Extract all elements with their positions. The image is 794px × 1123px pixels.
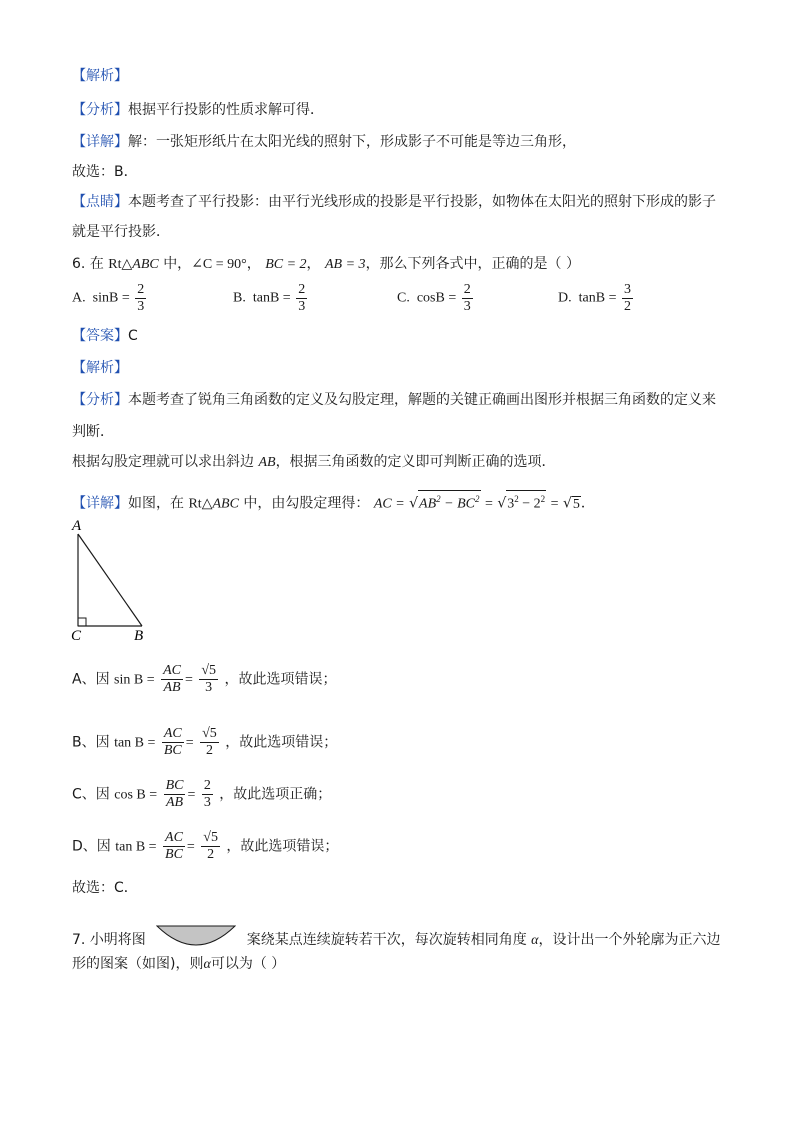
fraction: $\frac{BC}{AB}$ (165, 778, 184, 810)
q6-analysis-cont: 判断． (72, 424, 114, 440)
q5-analysis: 【分析】根据平行投影的性质求解可得． (72, 102, 324, 118)
q6-option-d: D. tanB = $\frac{3}{2}$ (558, 282, 631, 314)
fraction: $\frac{2}{3}$ (137, 282, 145, 314)
q5-comment-cont: 就是平行投影． (72, 224, 170, 240)
segment-shape-figure (156, 924, 236, 950)
fraction: $\frac{AC}{BC}$ (165, 830, 183, 862)
fraction: $\frac{√5}{3}$ (201, 663, 216, 695)
fraction: $\frac{3}{2}$ (623, 282, 631, 314)
q6-check-c: C、因 cos B = $\frac{BC}{AB}$ = $\frac{2}{3}$ ，故此选项正确； (72, 778, 332, 810)
q7-stem: 7. 小明将图 案绕某点连续旋转若干次，每次旋转相同角度 α，设计出一个外轮廓为正六边 (72, 924, 721, 951)
fraction: $\frac{2}{3}$ (203, 778, 211, 810)
q6-stem: 6. 在 Rt△ABC 中，∠C = 90°， BC = 2， AB = 3，那么下列各式中，正确的是（ ） (72, 256, 581, 272)
right-triangle-figure (66, 518, 166, 643)
q6-check-b: B、因 tan B = $\frac{AC}{BC}$ = $\frac{√5}{2}$ ，故此选项错误； (72, 726, 338, 758)
fraction: $\frac{2}{3}$ (298, 282, 306, 314)
vertex-label-c: C (71, 628, 82, 643)
fraction: $\frac{AC}{AB}$ (163, 663, 181, 695)
q6-check-d: D、因 tan B = $\frac{AC}{BC}$ = $\frac{√5}{2}$ ，故此选项错误； (72, 830, 339, 862)
q6-answer: 【答案】C (72, 328, 138, 344)
radicand: 5 (572, 496, 580, 512)
right-angle-mark (78, 618, 86, 626)
fraction: $\frac{2}{3}$ (463, 282, 471, 314)
fraction: $\frac{√5}{2}$ (202, 726, 217, 758)
q6-detail: 【详解】如图，在 Rt△ABC 中，由勾股定理得： AC = $√AB^2 - BC^2 = √3^2 - 2^2 = √5$． (72, 490, 595, 515)
q5-comment: 【点睛】本题考查了平行投影：由平行光线形成的投影是平行投影，如物体在太阳光的照射下形成的影子 (72, 194, 716, 210)
radicand: $AB^2 - BC^2$ (418, 490, 480, 513)
vertex-label-a: A (72, 518, 82, 534)
radical-sign: √ (497, 495, 507, 512)
q6-option-b: B. tanB = $\frac{2}{3}$ (233, 282, 306, 314)
radical-sign: √ (409, 495, 419, 512)
vertex-label-b: B (134, 628, 144, 643)
q6-choose: 故选：C． (72, 880, 138, 896)
section-label-analysis-2: 【解析】 (72, 360, 128, 376)
section-label-analysis: 【解析】 (72, 68, 128, 84)
radicand: $3^2 - 2^2$ (506, 490, 546, 513)
q6-analysis: 【分析】本题考查了锐角三角函数的定义及勾股定理，解题的关键正确画出图形并根据三角函数的定义来 (72, 392, 716, 408)
q5-detail: 【详解】解：一张矩形纸片在太阳光线的照射下，形成影子不可能是等边三角形， (72, 134, 576, 150)
fraction: $\frac{AC}{BC}$ (163, 726, 182, 758)
q6-option-a: A. sinB = $\frac{2}{3}$ (72, 282, 145, 314)
q6-check-a: A、因 sin B = $\frac{AC}{AB}$ = $\frac{√5}{3}$ ，故此选项错误； (72, 663, 337, 695)
side-ab (78, 534, 142, 626)
q6-analysis-method: 根据勾股定理就可以求出斜边 AB，根据三角函数的定义即可判断正确的选项． (72, 454, 556, 470)
radical-sign: √ (562, 495, 572, 512)
formula-ac: AC = (373, 496, 405, 512)
q6-option-c: C. cosB = $\frac{2}{3}$ (397, 282, 471, 314)
fraction: $\frac{√5}{2}$ (203, 830, 218, 862)
q5-choose: 故选：B． (72, 164, 138, 180)
q7-stem-cont: 形的图案（如图)，则α可以为（ ） (72, 956, 286, 972)
